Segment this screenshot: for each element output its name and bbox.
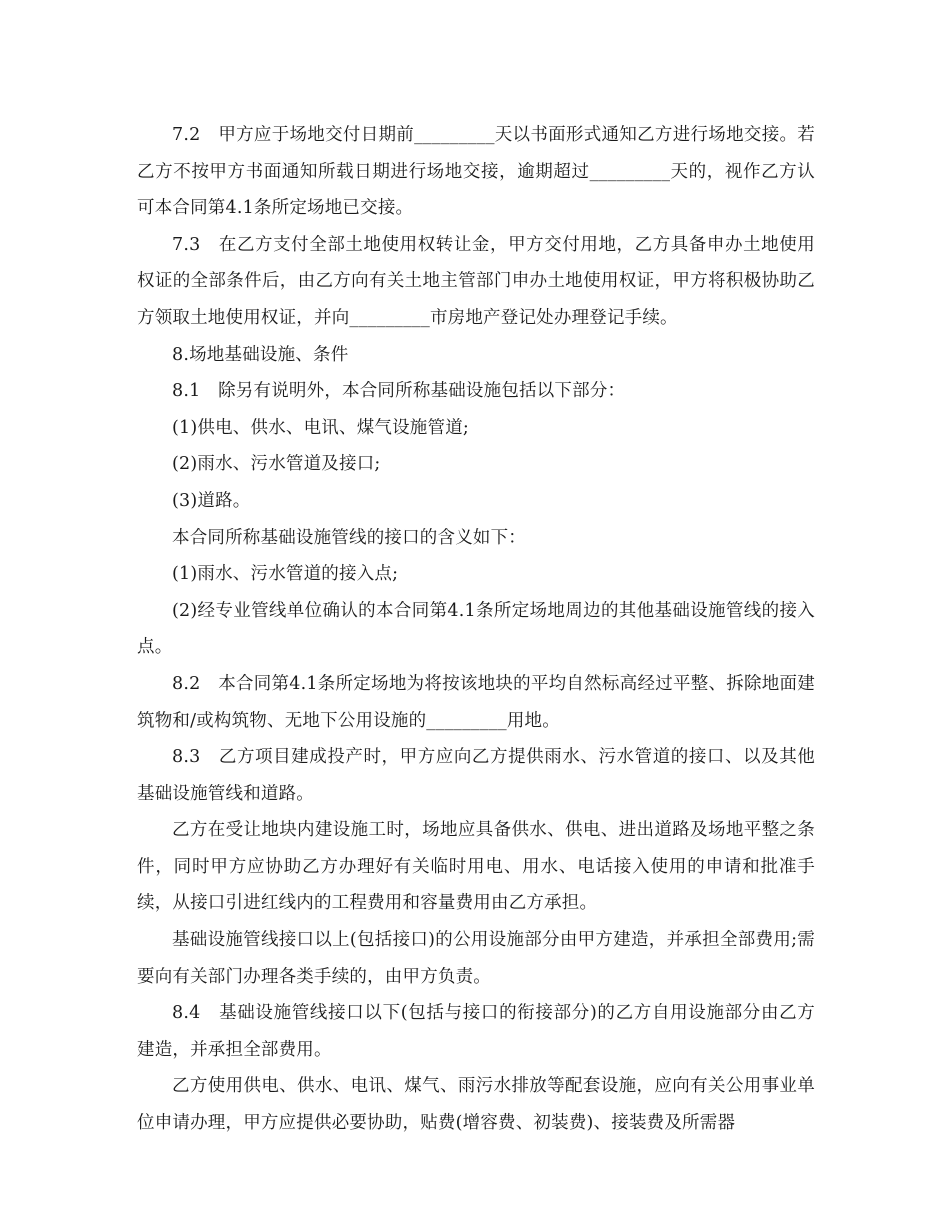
list-item: (3)道路。 [172, 490, 251, 511]
list-item: (2)雨水、污水管道及接口; [172, 454, 381, 475]
utilities-application-paragraph: 乙方使用供电、供水、电讯、煤气、雨污水排放等配套设施，应向有关公用事业单位申请办理，甲方应提供必要协助，贴费(增容费、初装费)、接装费及所需器 [137, 1076, 815, 1134]
list-item: (2)经专业管线单位确认的本合同第4.1条所定场地周边的其他基础设施管线的接入点。 [137, 600, 815, 658]
public-facilities-paragraph: 基础设施管线接口以上(包括接口)的公用设施部分由甲方建造，并承担全部费用;需要向有关部门办理各类手续的，由甲方负责。 [137, 930, 815, 987]
document-page [137, 117, 815, 1142]
clause-8-3: 8.3 乙方项目建成投产时，甲方应向乙方提供雨水、污水管道的接口、以及其他基础设施管线和道路。 [137, 747, 815, 804]
clause-7-3: 7.3 在乙方支付全部土地使用权转让金，甲方交付用地，乙方具备申办土地使用权证的全部条件后，由乙方向有关土地主管部门申办土地使用权证，甲方将积极协助乙方领取土地使用权证，并向_________市房地产登记处办理登记手续。 [137, 234, 815, 328]
interface-definition-intro: 本合同所称基础设施管线的接口的含义如下： [172, 527, 526, 548]
list-item: (1)供电、供水、电讯、煤气设施管道; [172, 417, 469, 438]
construction-conditions-paragraph: 乙方在受让地块内建设施工时，场地应具备供水、供电、进出道路及场地平整之条件，同时甲方应协助乙方办理好有关临时用电、用水、电话接入使用的申请和批准手续，从接口引进红线内的工程费用和容量费用由乙方承担。 [137, 820, 815, 914]
clause-8-4: 8.4 基础设施管线接口以下(包括与接口的衔接部分)的乙方自用设施部分由乙方建造，并承担全部费用。 [137, 1003, 815, 1060]
clause-8-1: 8.1 除另有说明外，本合同所称基础设施包括以下部分： [172, 381, 626, 402]
list-item: (1)雨水、污水管道的接入点; [172, 564, 399, 585]
section-8-heading: 8.场地基础设施、条件 [172, 344, 349, 365]
clause-8-2: 8.2 本合同第4.1条所定场地为将按该地块的平均自然标高经过平整、拆除地面建筑物和/或构筑物、无地下公用设施的_________用地。 [137, 673, 815, 731]
clause-7-2: 7.2 甲方应于场地交付日期前_________天以书面形式通知乙方进行场地交接。若乙方不按甲方书面通知所载日期进行场地交接，逾期超过_________天的，视作乙方认可本合同第4.1条所定场地已交接。 [137, 125, 815, 219]
